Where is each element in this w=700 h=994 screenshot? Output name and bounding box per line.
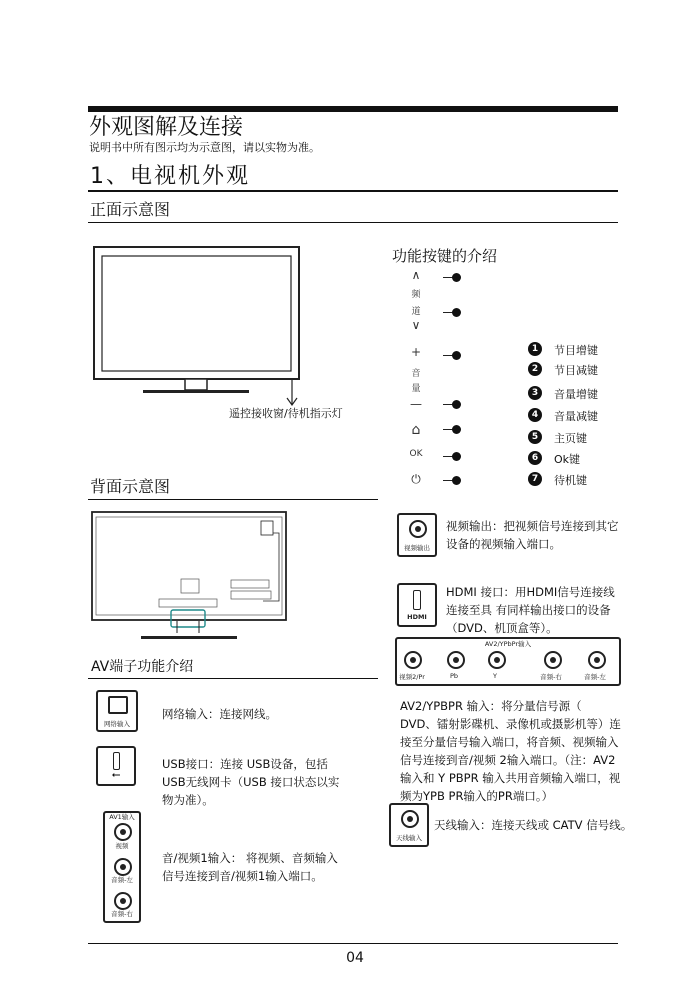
page-subtitle: 说明书中所有图示均为示意图，请以实物为准。 <box>89 141 320 154</box>
volume-down-symbol: — <box>410 397 422 411</box>
volume-up-symbol: + <box>410 345 422 359</box>
key-dot-7 <box>452 476 461 485</box>
footer-rule <box>88 943 618 944</box>
network-desc: 网络输入：连接网线。 <box>162 707 277 721</box>
key-dot-1 <box>452 273 461 282</box>
volume-label-2: 量 <box>411 384 421 394</box>
home-icon: ⌂ <box>411 422 421 438</box>
network-port <box>96 690 138 732</box>
av1-label: AV1输入 <box>109 813 135 821</box>
remote-arrow-icon <box>285 378 299 408</box>
antenna-desc: 天线输入：连接天线或 CATV 信号线。 <box>434 818 633 832</box>
ypbpr-panel <box>395 637 621 686</box>
ypbpr-port-5: 音频-左 <box>584 673 606 681</box>
channel-label-2: 道 <box>411 307 421 317</box>
av1-audio-left-jack <box>114 858 132 876</box>
ypbpr-port-2: Pb <box>449 672 459 680</box>
back-rule <box>88 499 378 500</box>
top-rule <box>88 106 618 112</box>
volume-label-1: 音 <box>411 369 421 379</box>
ypbpr-jack-4 <box>544 651 562 669</box>
ok-symbol: OK <box>409 449 423 459</box>
keys-heading: 功能按键的介绍 <box>392 247 498 265</box>
legend-num-3: 3 <box>528 386 542 400</box>
legend-num-1: 1 <box>528 342 542 356</box>
legend-num-5: 5 <box>528 430 542 444</box>
av1-audio-right-jack <box>114 892 132 910</box>
av1-audio-left-label: 音频-左 <box>111 876 133 884</box>
usb-port <box>96 746 136 786</box>
av1-desc: 音/视频1输入： 将视频、音频输入信号连接到音/视频1输入端口。 <box>162 851 338 883</box>
legend-num-2: 2 <box>528 362 542 376</box>
av1-video-label: 视频 <box>115 842 129 850</box>
av1-audio-right-label: 音频-右 <box>111 910 133 918</box>
hdmi-label: HDMI <box>407 613 427 621</box>
legend-label-7: 待机键 <box>554 474 587 487</box>
channel-down-symbol: ∨ <box>411 318 421 332</box>
key-dot-2 <box>452 308 461 317</box>
ypbpr-desc: AV2/YPBPR 输入：将分量信号源（ DVD、镭射影碟机、录像机或摄影机等）连接至分量信号输入端口，将音频、视频输入信号连接到音/视频 2输入端口。（注：AV2 输入和 Y PBPR 输入共用音频输入端口，视频为YPB PR输入的PR端口。） <box>400 699 621 803</box>
legend-label-2: 节目减键 <box>554 364 598 377</box>
antenna-port <box>389 803 429 847</box>
ypbpr-jack-1 <box>404 651 422 669</box>
legend-num-7: 7 <box>528 472 542 486</box>
usb-desc: USB接口：连接 USB设备，包括USB无线网卡（USB 接口状态以实物为准）。 <box>162 757 340 807</box>
antenna-label: 天线输入 <box>396 834 422 842</box>
section-title: 1、电视机外观 <box>90 164 250 189</box>
ypbpr-port-4: 音频-右 <box>540 673 562 681</box>
legend-label-1: 节目增键 <box>554 344 598 357</box>
channel-label-1: 频 <box>411 290 421 300</box>
ypbpr-jack-5 <box>588 651 606 669</box>
ypbpr-port-3: Y <box>493 672 497 680</box>
av1-panel <box>103 811 141 923</box>
video-out-label: 视频输出 <box>404 544 430 552</box>
ypbpr-jack-2 <box>447 651 465 669</box>
power-icon: ⏻ <box>411 472 421 486</box>
ethernet-icon <box>108 696 128 714</box>
legend-num-6: 6 <box>528 451 542 465</box>
legend-label-5: 主页键 <box>554 432 587 445</box>
ypbpr-port-1: 视频2/Pr <box>399 673 425 681</box>
key-dot-4 <box>452 400 461 409</box>
av1-video-jack <box>114 823 132 841</box>
video-out-desc: 视频输出：把视频信号连接到其它设备的视频输入端口。 <box>446 519 619 551</box>
antenna-jack <box>401 810 419 828</box>
usb-icon: ⭠ <box>111 768 121 781</box>
legend-num-4: 4 <box>528 408 542 422</box>
legend-label-6: Ok键 <box>554 453 581 466</box>
tv-front-diagram <box>93 246 300 393</box>
key-dot-5 <box>452 425 461 434</box>
hdmi-slot <box>413 590 421 610</box>
back-heading: 背面示意图 <box>90 477 171 496</box>
legend-label-4: 音量减键 <box>554 410 598 423</box>
video-out-jack <box>409 520 427 538</box>
video-out-port <box>397 513 437 557</box>
tv-back-diagram <box>91 511 287 643</box>
section-rule <box>88 190 618 192</box>
page-title: 外观图解及连接 <box>89 115 244 140</box>
page-number: 04 <box>346 950 364 966</box>
legend-label-3: 音量增键 <box>554 388 598 401</box>
hdmi-desc: HDMI 接口：用HDMI信号连接线连接至具 有同样输出接口的设备（DVD、机顶盒等）。 <box>446 585 615 635</box>
key-dot-3 <box>452 351 461 360</box>
remote-window-label: 遥控接收窗/待机指示灯 <box>229 407 343 420</box>
front-heading: 正面示意图 <box>90 200 171 219</box>
hdmi-port <box>397 583 437 627</box>
front-rule <box>88 222 618 223</box>
ypbpr-jack-3 <box>488 651 506 669</box>
ypbpr-label: AV2/YPbPr输入 <box>484 640 532 648</box>
network-port-label: 网络输入 <box>104 720 130 728</box>
av-heading: AV端子功能介绍 <box>91 659 194 675</box>
channel-up-symbol: ∧ <box>411 268 421 282</box>
av-rule <box>88 678 378 679</box>
key-dot-6 <box>452 452 461 461</box>
